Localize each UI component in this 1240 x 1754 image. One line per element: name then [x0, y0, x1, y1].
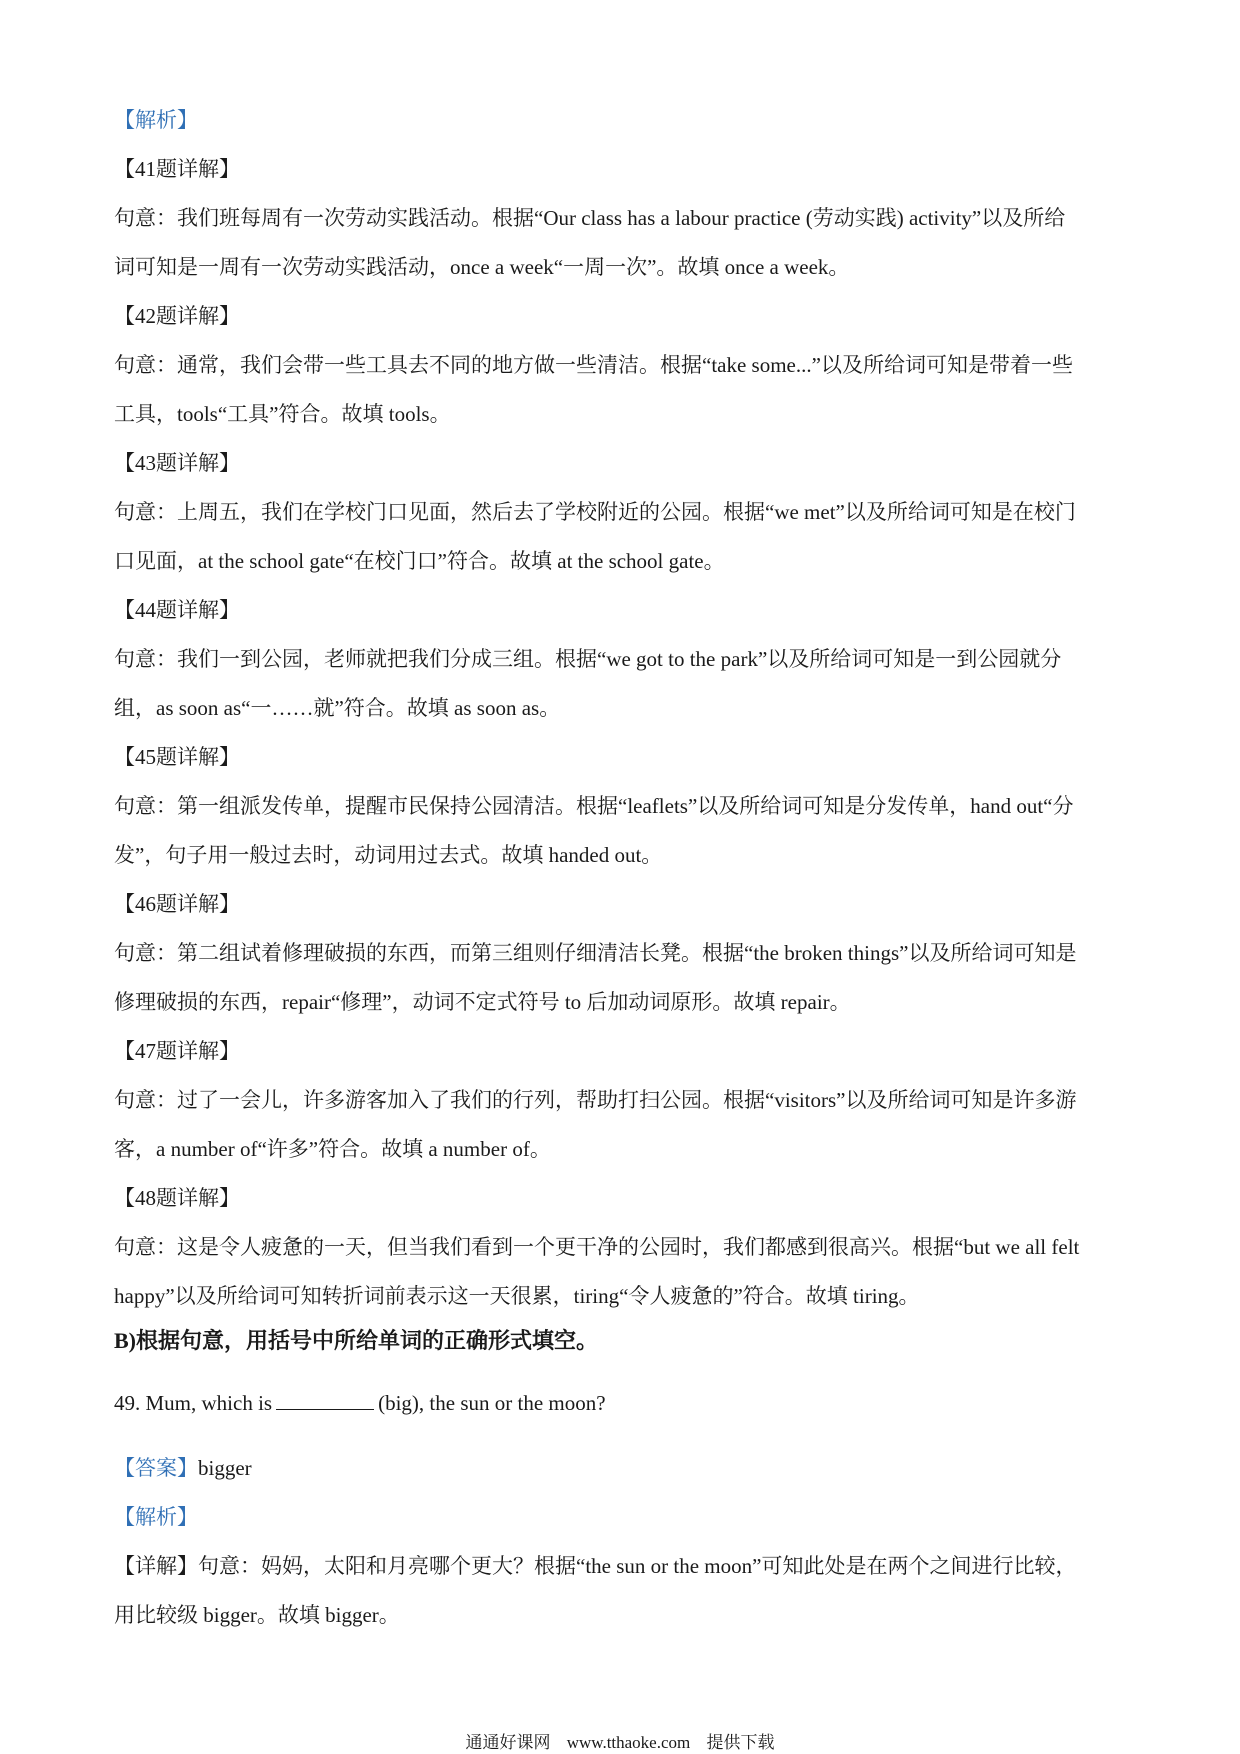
- item-text: 句意：我们班每周有一次劳动实践活动。根据“Our class has a labour practice (劳动实践) activity”以及所给: [114, 206, 1066, 230]
- item-text: 发”，句子用一般过去时，动词用过去式。故填 handed out。: [114, 843, 663, 867]
- detail-line-1: [114, 1542, 1134, 1591]
- item-head: 【43题详解】: [114, 451, 240, 475]
- section-b-title: B)根据句意，用括号中所给单词的正确形式填空。: [114, 1328, 599, 1353]
- answer-value: bigger: [198, 1456, 252, 1480]
- item-text: 句意：上周五，我们在学校门口见面，然后去了学校附近的公园。根据“we met”以及所给词可知是在校门: [114, 500, 1076, 524]
- item-text: 客，a number of“许多”符合。故填 a number of。: [114, 1137, 551, 1161]
- answer-line: [114, 1444, 1134, 1493]
- page-footer: [0, 1728, 1240, 1753]
- footer-site-name: 通通好课网: [465, 1733, 551, 1752]
- answer-blank: [276, 1391, 374, 1410]
- detail-label: 【详解】: [114, 1554, 198, 1578]
- item-44: [114, 586, 1134, 733]
- question-49-prefix: 49. Mum, which is: [114, 1391, 273, 1415]
- item-text: 句意：第一组派发传单，提醒市民保持公园清洁。根据“leaflets”以及所给词可知是分发传单，hand out“分: [114, 794, 1074, 818]
- analysis-label: 【解析】: [114, 108, 198, 132]
- item-43: [114, 439, 1134, 586]
- detail-text: 句意：妈妈，太阳和月亮哪个更大？根据“the sun or the moon”可知此处是在两个之间进行比较，: [198, 1554, 1077, 1578]
- item-head: 【47题详解】: [114, 1039, 240, 1063]
- item-41: [114, 145, 1134, 292]
- item-42: [114, 292, 1134, 439]
- item-text: 句意：过了一会儿，许多游客加入了我们的行列，帮助打扫公园。根据“visitors”以及所给词可知是许多游: [114, 1088, 1077, 1112]
- detail-line-2: 用比较级 bigger。故填 bigger。: [114, 1603, 400, 1627]
- answer-label: 【答案】: [114, 1456, 198, 1480]
- item-head: 【48题详解】: [114, 1186, 240, 1210]
- footer-note: 提供下载: [706, 1733, 775, 1752]
- item-text: 词可知是一周有一次劳动实践活动，once a week“一周一次”。故填 once a week。: [114, 255, 850, 279]
- item-text: 句意：我们一到公园，老师就把我们分成三组。根据“we got to the park”以及所给词可知是一到公园就分: [114, 647, 1062, 671]
- item-text: 修理破损的东西，repair“修理”，动词不定式符号 to 后加动词原形。故填 repair。: [114, 990, 851, 1014]
- item-text: 工具，tools“工具”符合。故填 tools。: [114, 402, 451, 426]
- item-head: 【41题详解】: [114, 157, 240, 181]
- item-head: 【44题详解】: [114, 598, 240, 622]
- item-47: [114, 1027, 1134, 1174]
- item-text: 组，as soon as“一……就”符合。故填 as soon as。: [114, 696, 561, 720]
- item-text: 句意：第二组试着修理破损的东西，而第三组则仔细清洁长凳。根据“the broken things”以及所给词可知是: [114, 941, 1077, 965]
- analysis-label-2: 【解析】: [114, 1505, 198, 1529]
- item-head: 【45题详解】: [114, 745, 240, 769]
- item-46: [114, 880, 1134, 1027]
- item-head: 【42题详解】: [114, 304, 240, 328]
- item-text: 句意：通常，我们会带一些工具去不同的地方做一些清洁。根据“take some...”以及所给词可知是带着一些: [114, 353, 1073, 377]
- item-text: 口见面，at the school gate“在校门口”符合。故填 at the school gate。: [114, 549, 725, 573]
- item-45: [114, 733, 1134, 880]
- question-49: [114, 1383, 1134, 1423]
- item-head: 【46题详解】: [114, 892, 240, 916]
- footer-url[interactable]: www.tthaoke.com: [566, 1733, 691, 1752]
- question-49-suffix: (big), the sun or the moon?: [378, 1391, 606, 1415]
- item-text: happy”以及所给词可知转折词前表示这一天很累，tiring“令人疲惫的”符合。故填 tiring。: [114, 1284, 920, 1308]
- document-body: [114, 96, 1134, 1640]
- item-48: [114, 1174, 1134, 1321]
- item-text: 句意：这是令人疲惫的一天，但当我们看到一个更干净的公园时，我们都感到很高兴。根据“but we all felt: [114, 1235, 1080, 1259]
